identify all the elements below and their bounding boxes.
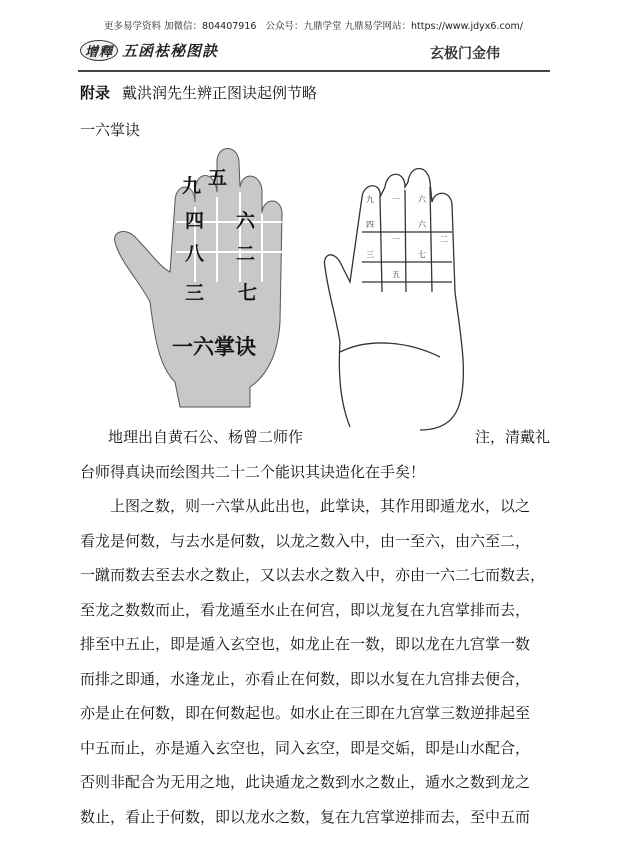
section-title: 一六掌诀 bbox=[80, 121, 141, 139]
appendix-label: 附录 bbox=[80, 84, 111, 102]
banner-contact: 更多易学资料 加微信：804407916 bbox=[104, 21, 257, 32]
numeral-8: 八 bbox=[185, 243, 205, 265]
numeral-7: 七 bbox=[238, 282, 258, 304]
mark-1b: 一 bbox=[392, 235, 400, 244]
left-hand-caption: 一六掌诀 bbox=[172, 335, 256, 359]
text-line: 中五而止，亦是遁入玄空也，同入玄空，即是交姤，即是山水配合， bbox=[80, 738, 531, 757]
numeral-6: 六 bbox=[236, 210, 256, 232]
text-line: 看龙是何数，与去水是何数，以龙之数入中，由一至六，由六至二， bbox=[80, 531, 531, 550]
text-line: 而排之即通，水逢龙止，亦看止在何数，即以水复在九宫排去便合， bbox=[80, 669, 531, 688]
numeral-5: 五 bbox=[208, 167, 228, 189]
right-hand-figure bbox=[324, 169, 463, 431]
numeral-3: 三 bbox=[185, 282, 205, 304]
text-line: 数止，看止于何数，即以龙水之数，复在九宫掌逆排而去，至中五而 bbox=[80, 807, 531, 826]
note-right: 注，清戴礼 bbox=[474, 428, 550, 446]
text-line: 台师得真诀而绘图共二十二个能识其诀造化在手矣！ bbox=[80, 462, 426, 481]
text-line: 排至中五止，即是遁入玄空也，如龙止在一数，即以龙在九宫掌一数 bbox=[80, 635, 531, 653]
logo-badge: 增釋 bbox=[80, 40, 118, 61]
appendix-title: 戴洪润先生辨正图诀起例节略 bbox=[122, 84, 318, 102]
author-name: 玄极门金伟 bbox=[430, 46, 500, 62]
mark-6b: 六 bbox=[418, 195, 426, 204]
page-header bbox=[80, 34, 550, 68]
hand-diagrams bbox=[100, 142, 480, 432]
mark-4: 四 bbox=[366, 220, 374, 229]
numeral-4: 四 bbox=[185, 210, 205, 232]
note-line bbox=[80, 420, 550, 455]
header-rule bbox=[78, 70, 550, 72]
mark-7: 七 bbox=[418, 250, 426, 259]
text-line: 至龙之数数而止，看龙遁至水止在何宫，即以龙复在九宫掌排而去， bbox=[80, 600, 531, 619]
note-left: 地理出自黄石公、杨曾二师作 bbox=[108, 428, 304, 446]
mark-9: 九 bbox=[366, 195, 374, 204]
mark-5: 五 bbox=[392, 270, 400, 279]
logo-title: 五函袪秘图訣 bbox=[122, 42, 219, 60]
mark-1a: 一 bbox=[392, 195, 400, 204]
body-text bbox=[80, 420, 550, 834]
numeral-9: 九 bbox=[182, 175, 202, 197]
top-banner bbox=[0, 18, 627, 32]
mark-6: 六 bbox=[418, 220, 426, 229]
mark-3: 三 bbox=[366, 250, 374, 259]
text-line: 一蹴而数去至去水之数止，又以去水之数入中，亦由一六二七而数去， bbox=[80, 566, 546, 584]
appendix-heading bbox=[80, 82, 317, 103]
book-logo bbox=[80, 40, 218, 61]
text-line: 否则非配合为无用之地，此诀遁龙之数到水之数止，遁水之数到龙之 bbox=[80, 773, 531, 791]
text-line: 亦是止在何数，即在何数起也。如水止在三即在九宫掌三数逆排起至 bbox=[80, 704, 531, 722]
numeral-2: 二 bbox=[236, 243, 256, 265]
text-line: 上图之数，则一六掌从此出也，此掌诀，其作用即遁龙水，以之 bbox=[80, 497, 531, 515]
banner-website: 公众号：九鼎学堂 九鼎易学网站：https://www.jdyx6.com/ bbox=[265, 21, 523, 32]
mark-2: 二 bbox=[440, 235, 448, 244]
